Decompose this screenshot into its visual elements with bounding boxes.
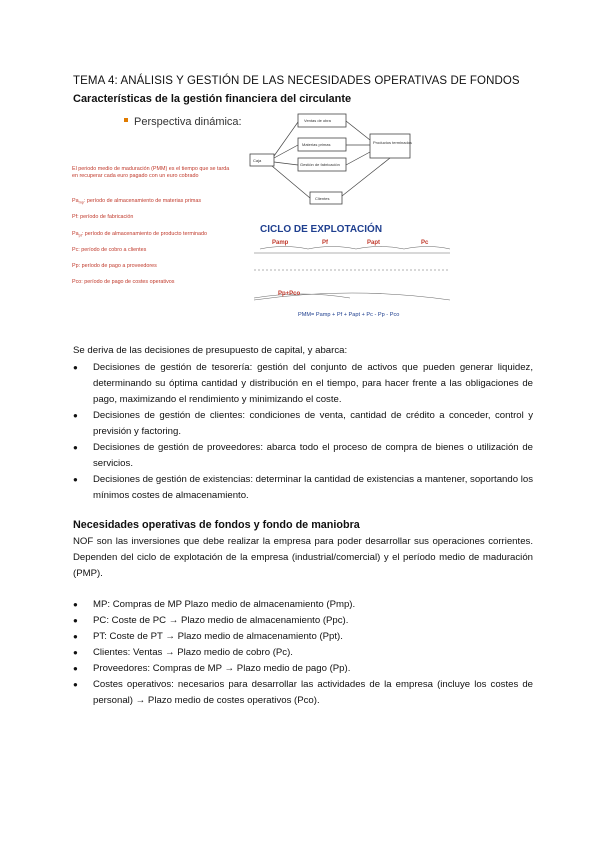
def-papt: $Pa_{pt}$: período de almacenamiento de producto terminado bbox=[72, 231, 208, 238]
arrow-gestion-productos bbox=[346, 152, 370, 165]
brace-pamp bbox=[260, 247, 308, 250]
def-pco: Pco: período de pago de costes operativos bbox=[72, 279, 175, 285]
figure-dynamic-perspective bbox=[72, 110, 532, 325]
section2-paragraph: NOF son las inversiones que debe realizar la empresa para poder desarrollar sus operaciones corrientes. Dependen del ciclo de explotación de la empresa (industrial/comercial) y el período medio de maduración (PMP). bbox=[73, 536, 533, 579]
decisions-list bbox=[73, 360, 533, 504]
list-item: ● Costes operativos: necesarios para desarrollar las actividades de la empresa (incluye los costes de personal) → Plazo medio de costes operativos (Pco). bbox=[73, 677, 533, 709]
box-ventas-label: Ventas de obra bbox=[304, 118, 331, 123]
arrow-caja-ventas bbox=[274, 122, 298, 156]
pmm-formula: PMM= Pamp + Pf + Papt + Pc - Pp - Pco bbox=[298, 312, 400, 318]
page-subtitle: Características de la gestión financiera del circulante bbox=[73, 93, 352, 105]
brace-pf bbox=[308, 247, 356, 250]
box-clientes-label: Clientes bbox=[315, 196, 330, 201]
pmm-definition: El periodo medio de maduración (PMM) es el tiempo que se tarda en recuperar cada euro pagado con un euro cobrado bbox=[72, 166, 230, 179]
list-item: ● Decisiones de gestión de existencias: determinar la cantidad de existencias a mantener, soportando los mínimos costes de almacenamiento. bbox=[73, 472, 533, 504]
cycle-label-pc: Pc bbox=[421, 240, 429, 246]
list-item: ● Proveedores: Compras de MP → Plazo medio de pago (Pp). bbox=[73, 661, 533, 677]
box-productos bbox=[370, 134, 410, 158]
page-title: TEMA 4: ANÁLISIS Y GESTIÓN DE LAS NECESIDADES OPERATIVAS DE FONDOS bbox=[73, 75, 520, 87]
list-item: ● MP: Compras de MP Plazo medio de almacenamiento (Pmp). bbox=[73, 597, 533, 613]
box-gestion-label: Gestión de fabricación bbox=[300, 162, 340, 167]
intro-text: Se deriva de las decisiones de presupuesto de capital, y abarca: bbox=[73, 345, 348, 356]
arrow-caja-gestion bbox=[274, 162, 298, 165]
list-item: ● Decisiones de gestión de clientes: condiciones de venta, cantidad de crédito a conceder, control y previsión y factoring. bbox=[73, 408, 533, 440]
list-item: ● PC: Coste de PC → Plazo medio de almacenamiento (Ppc). bbox=[73, 613, 533, 629]
arrow-productos-clientes bbox=[342, 158, 390, 196]
heading-bullet-icon bbox=[124, 118, 128, 122]
pp-pco-label: Pp+Pco bbox=[278, 291, 301, 297]
arrow-ventas-productos bbox=[346, 121, 370, 140]
cycle-label-papt: Papt bbox=[367, 240, 381, 246]
def-pc: Pc: período de cobro a clientes bbox=[72, 247, 147, 253]
cycle-title: CICLO DE EXPLOTACIÓN bbox=[260, 224, 383, 235]
box-materias-label: Materias primas bbox=[302, 142, 331, 147]
list-item: ● Clientes: Ventas → Plazo medio de cobro (Pc). bbox=[73, 645, 533, 661]
figure-heading: Perspectiva dinámica: bbox=[134, 116, 242, 128]
box-productos-label: Productos terminados bbox=[373, 140, 412, 145]
cycle-label-pf: Pf bbox=[322, 240, 328, 246]
figure-svg bbox=[72, 110, 532, 325]
def-pamp: $Pa_{mp}$: período de almacenamiento de materias primas bbox=[72, 198, 202, 205]
definitions-list bbox=[72, 198, 207, 285]
def-pf: Pf: período de fabricación bbox=[72, 214, 134, 220]
list-item: ● Decisiones de gestión de proveedores: abarca todo el proceso de compra de bienes o utilización de servicios. bbox=[73, 440, 533, 472]
cycle-label-pamp: Pamp bbox=[272, 240, 289, 246]
box-caja-label: Caja bbox=[253, 158, 262, 163]
list-item: ● PT: Coste de PT → Plazo medio de almacenamiento (Ppt). bbox=[73, 629, 533, 645]
section2-title: Necesidades operativas de fondos y fondo de maniobra bbox=[73, 519, 360, 531]
def-pp: Pp: período de pago a proveedores bbox=[72, 263, 157, 269]
brace-pc bbox=[404, 247, 450, 250]
list-item: ● Decisiones de gestión de tesorería: gestión del conjunto de activos que pueden generar liquidez, determinando su óptima cantidad y distribución en el tiempo, para hacer frente a las obligaciones de pago, maximizando el rendimiento y minimizando el coste. bbox=[73, 360, 533, 408]
nof-items-list bbox=[73, 597, 533, 709]
brace-papt bbox=[356, 247, 404, 250]
